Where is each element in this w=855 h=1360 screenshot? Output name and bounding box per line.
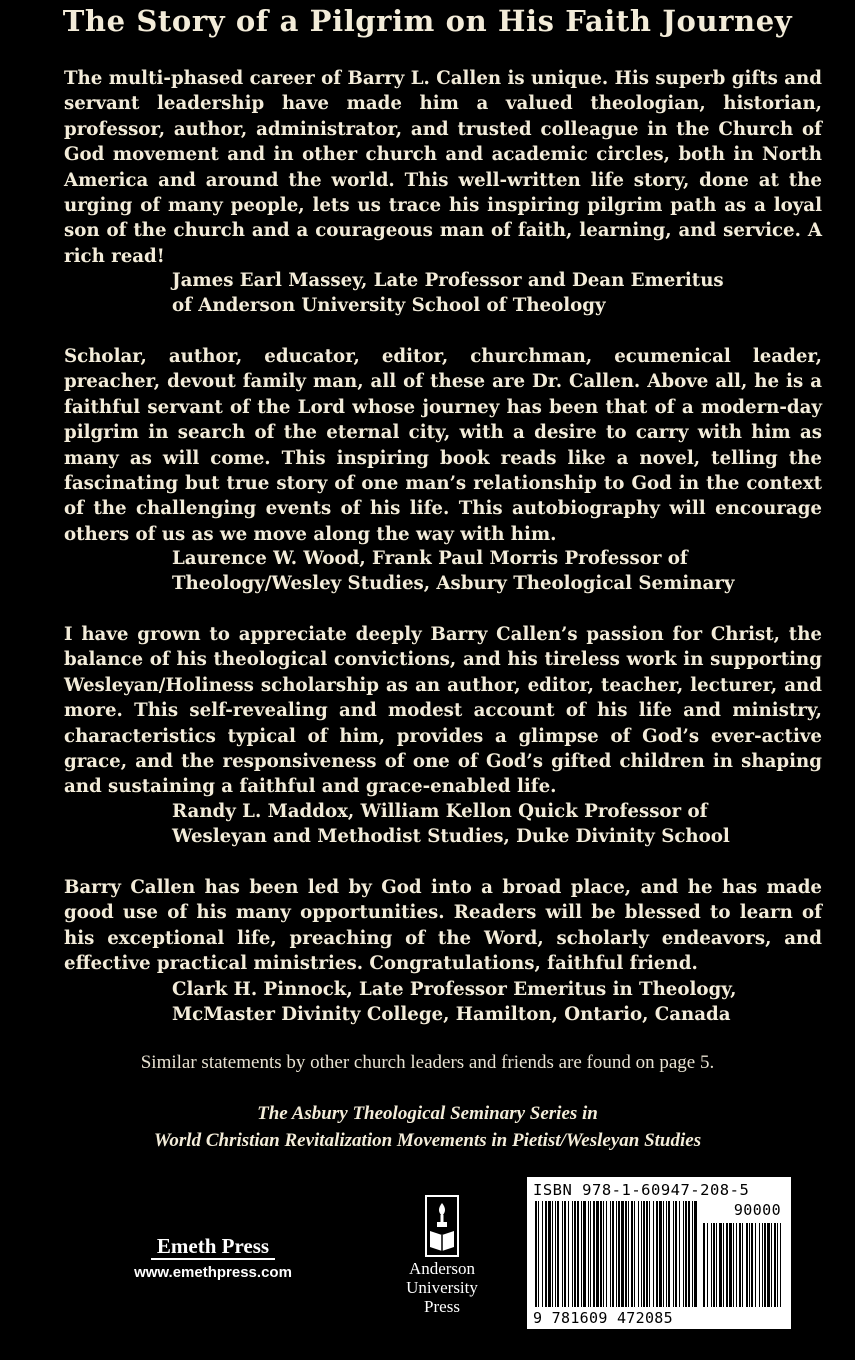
barcode-bar	[762, 1223, 763, 1307]
publisher-block	[108, 1234, 318, 1281]
barcode-bar	[771, 1223, 772, 1307]
attribution-line: Wesleyan and Methodist Studies, Duke Divinity School	[172, 826, 730, 848]
barcode-bar	[564, 1201, 566, 1307]
endorsement-attribution-wood	[172, 546, 832, 597]
barcode-bar	[574, 1201, 576, 1307]
barcode-bar	[694, 1201, 697, 1307]
attribution-line: of Anderson University School of Theology	[172, 295, 606, 317]
publisher-name: Emeth Press	[151, 1234, 275, 1260]
imprint-block	[396, 1195, 488, 1316]
barcode-bar	[653, 1201, 654, 1307]
barcode-bar	[723, 1223, 724, 1307]
barcode-bar	[713, 1223, 715, 1307]
barcode-bar	[751, 1223, 753, 1307]
imprint-line: Anderson	[408, 1259, 476, 1278]
barcode-bar	[780, 1223, 781, 1307]
barcode-bar	[688, 1201, 690, 1307]
barcode-bar	[535, 1201, 537, 1307]
barcode-bar	[583, 1201, 586, 1307]
series-line: The Asbury Theological Seminary Series in	[257, 1103, 598, 1124]
barcode-bar	[666, 1201, 667, 1307]
series-line: World Christian Revitalization Movements in Pietist/Wesleyan Studies	[153, 1130, 702, 1151]
barcode-bar	[719, 1223, 722, 1307]
barcode-bar	[703, 1223, 705, 1307]
attribution-line: Clark H. Pinnock, Late Professor Emeritus in Theology,	[172, 979, 737, 1000]
attribution-line: Laurence W. Wood, Frank Paul Morris Professor of	[172, 548, 688, 569]
back-cover-title: The Story of a Pilgrim on His Faith Journey	[62, 4, 793, 38]
imprint-name	[396, 1259, 488, 1316]
endorsement-text-maddox: I have grown to appreciate deeply Barry Callen’s passion for Christ, the balance of his theological convictions, and his tireless work in supporting Wesleyan/Holiness scholarship as an author, editor, teacher, lecturer, and more. This self-revealing and modest account of his life and ministry, characteristics typical of him, provides a glimpse of God’s ever-active grace, and the responsiveness of one of God’s gifted children in shaping and sustaining a faithful and grace-enabled life.	[64, 624, 822, 798]
isbn-label: ISBN 978-1-60947-208-5	[533, 1181, 750, 1199]
endorsement-attribution-massey	[172, 268, 832, 319]
price-code: 90000	[733, 1201, 781, 1219]
attribution-line: McMaster Divinity College, Hamilton, Ontario, Canada	[172, 1004, 731, 1026]
imprint-line: Press	[424, 1297, 460, 1316]
barcode-bar	[638, 1201, 639, 1307]
barcode-bar	[742, 1223, 743, 1307]
barcode-bar	[749, 1223, 750, 1307]
barcode-bar	[659, 1201, 662, 1307]
barcode-bar	[634, 1201, 635, 1307]
barcode-bar	[548, 1201, 551, 1307]
barcode-bar	[562, 1201, 563, 1307]
barcode-bar	[656, 1201, 658, 1307]
barcode-bar	[641, 1201, 642, 1307]
endorsement-text-pinnock: Barry Callen has been led by God into a broad place, and he has made good use of his many opportunities. Readers will be blessed to learn of his exceptional life, preaching of the Word, scholarly endeavors, and effective practical ministries. Congratulations, faithful friend.	[64, 877, 822, 975]
barcode-bar	[557, 1201, 559, 1307]
barcode-bar	[746, 1223, 748, 1307]
barcode-bar	[590, 1201, 591, 1307]
barcode-bar	[596, 1201, 599, 1307]
similar-statements-note: Similar statements by other church leaders and friends are found on page 5.	[140, 1052, 715, 1073]
barcode-bar	[643, 1201, 645, 1307]
anderson-university-press-logo-icon	[425, 1195, 459, 1257]
barcode-bar	[679, 1201, 680, 1307]
barcode-bar	[673, 1201, 674, 1307]
barcode-bar	[621, 1201, 624, 1307]
barcode-bar	[675, 1201, 677, 1307]
barcode-bar	[542, 1201, 543, 1307]
barcode-bar	[572, 1201, 573, 1307]
barcode-bar	[733, 1223, 734, 1307]
series-title	[0, 1100, 855, 1154]
barcode-bar	[663, 1201, 664, 1307]
imprint-line: University	[406, 1278, 478, 1297]
barcode-bar	[716, 1223, 717, 1307]
barcode-bar	[581, 1201, 582, 1307]
barcode-bar	[646, 1201, 648, 1307]
barcode-bar	[625, 1201, 627, 1307]
barcode-bar	[538, 1201, 539, 1307]
barcode-bar	[726, 1223, 728, 1307]
barcode-bar	[729, 1223, 732, 1307]
attribution-line: Theology/Wesley Studies, Asbury Theological Seminary	[172, 573, 735, 595]
barcode-bar	[568, 1201, 569, 1307]
barcode-bar	[610, 1201, 611, 1307]
barcode-bar	[759, 1223, 760, 1307]
barcode-bar	[739, 1223, 741, 1307]
barcode-bar	[777, 1223, 778, 1307]
barcode-bar	[764, 1223, 766, 1307]
barcode-bar	[774, 1223, 776, 1307]
barcode-bar	[692, 1201, 693, 1307]
endorsement-attribution-pinnock	[172, 977, 832, 1028]
barcode-bar	[545, 1201, 547, 1307]
barcode-bar	[612, 1201, 614, 1307]
barcode-bar	[603, 1201, 604, 1307]
barcode-bar	[555, 1201, 556, 1307]
barcode-bar	[707, 1223, 708, 1307]
barcode-bar	[755, 1223, 756, 1307]
attribution-line: Randy L. Maddox, William Kellon Quick Professor of	[172, 801, 708, 822]
barcode-bar	[600, 1201, 602, 1307]
barcode-bars-icon	[527, 1177, 791, 1329]
barcode-bar	[588, 1201, 589, 1307]
barcode-bar	[593, 1201, 595, 1307]
barcode-bar	[552, 1201, 553, 1307]
isbn-barcode	[527, 1177, 791, 1329]
barcode-bar	[631, 1201, 633, 1307]
barcode-bar	[616, 1201, 617, 1307]
endorsement-text-wood: Scholar, author, educator, editor, churchman, ecumenical leader, preacher, devout family man, all of these are Dr. Callen. Above all, he is a faithful servant of the Lord whose journey has been that of a modern-day pilgrim in search of the eternal city, with a desire to carry with him as many as will come. This inspiring book reads like a novel, telling the fascinating but true story of one man’s relationship to God in the context of the challenging events of his life. This autobiography will encourage others of us as we move along the way with him.	[64, 346, 822, 545]
attribution-line: James Earl Massey, Late Professor and Dean Emeritus	[172, 270, 724, 291]
barcode-bar	[577, 1201, 579, 1307]
barcode-bar	[685, 1201, 687, 1307]
publisher-url: www.emethpress.com	[134, 1264, 292, 1281]
barcode-bar	[606, 1201, 607, 1307]
barcode-bar	[711, 1223, 712, 1307]
barcode-bar	[628, 1201, 629, 1307]
barcode-bar	[683, 1201, 684, 1307]
barcode-bar	[668, 1201, 670, 1307]
endorsement-text-massey: The multi-phased career of Barry L. Callen is unique. His superb gifts and servant leadership have made him a valued theologian, historian, professor, author, administrator, and trusted colleague in the Church of God movement and in other church and academic circles, both in North America and around the world. This well-written life story, done at the urging of many people, lets us trace his inspiring pilgrim path as a loyal son of the church and a courageous man of faith, learning, and service. A rich read!	[64, 68, 822, 267]
barcode-bar	[649, 1201, 650, 1307]
endorsement-attribution-maddox	[172, 799, 832, 850]
barcode-bar	[736, 1223, 737, 1307]
barcode-bar	[618, 1201, 620, 1307]
barcode-bar	[767, 1223, 770, 1307]
barcode-digits: 9 781609 472085	[533, 1309, 673, 1327]
